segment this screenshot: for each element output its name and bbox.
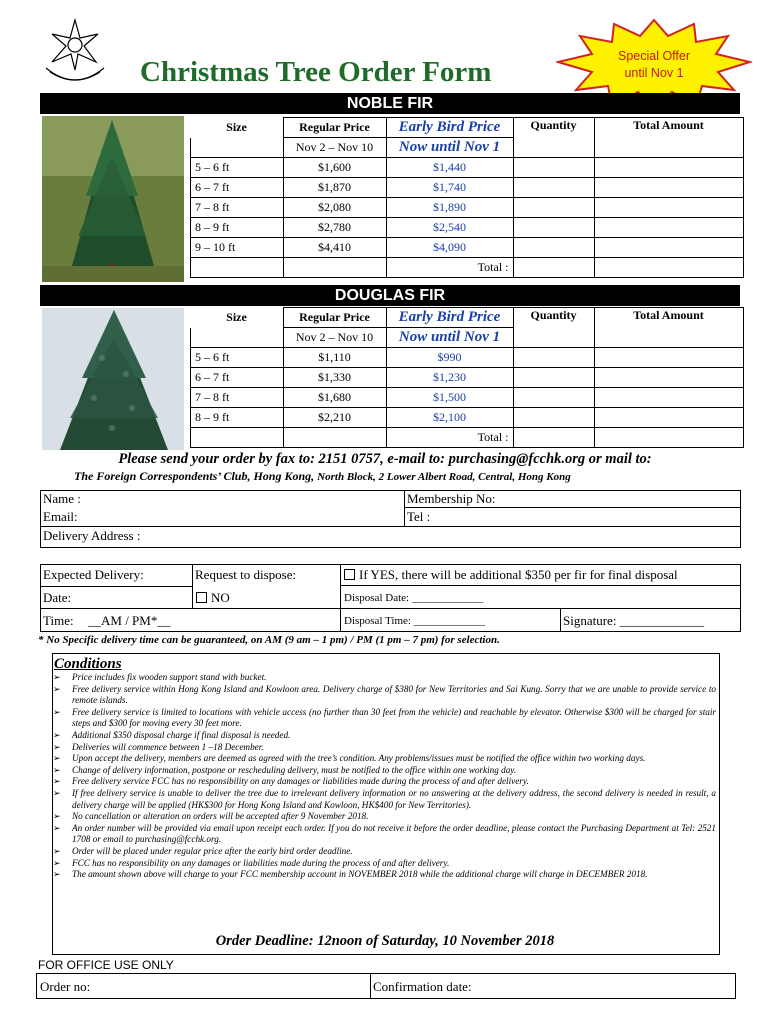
club-name: The Foreign Correspondents’ Club, Hong Kong, [74, 469, 315, 483]
total-amount-cell[interactable] [594, 158, 743, 178]
noble-regular-header: Regular Price [283, 118, 386, 138]
early-price-cell: $1,740 [386, 178, 513, 198]
list-item: ➢ No cancellation or alteration on orders will be accepted after 9 November 2018. [52, 811, 716, 823]
list-item: ➢ FCC has no responsibility on any damages or liabilities made during the process of and after delivery. [52, 858, 716, 870]
table-row [191, 218, 744, 238]
size-cell: 6 – 7 ft [191, 368, 284, 388]
list-item: ➢ Deliveries will commence between 1 –18 December. [52, 742, 716, 754]
divider [192, 564, 193, 608]
divider [340, 564, 341, 632]
dispose-yes-option[interactable] [344, 567, 678, 583]
divider [560, 608, 561, 632]
noble-quantity-header: Quantity [513, 118, 594, 158]
disposal-time-field[interactable]: Disposal Time: _____________ [344, 615, 486, 627]
confirmation-date-field[interactable]: Confirmation date: [373, 979, 472, 994]
early-price-cell: $1,500 [386, 388, 513, 408]
list-item: ➢ An order number will be provided via email upon receipt each order. If you do not receive it before the order deadline, please contact the Purchasing Department at Tel: 2521 1708 or email to purchasing@fcchk.org. [52, 823, 716, 846]
offer-line-2: until Nov 1 [624, 66, 684, 80]
delivery-time-note: * No Specific delivery time can be guaranteed, on AM (9 am – 1 pm) / PM (1 pm – 7 pm) for selection. [38, 634, 500, 646]
name-field[interactable]: Name : [43, 491, 81, 506]
total-amount-cell[interactable] [594, 368, 743, 388]
douglas-total-amount-cell[interactable] [594, 428, 743, 448]
divider [40, 608, 741, 609]
conditions-title: Conditions [54, 656, 122, 672]
noble-regular-dates: Nov 2 – Nov 10 [283, 138, 386, 158]
size-cell: 5 – 6 ft [191, 348, 284, 368]
conditions-list [52, 672, 716, 881]
douglas-early-header: Early Bird Price [386, 308, 513, 328]
total-amount-cell[interactable] [594, 388, 743, 408]
tel-field[interactable]: Tel : [407, 509, 431, 524]
total-amount-cell[interactable] [594, 348, 743, 368]
offer-line-1: Special Offer [617, 49, 691, 63]
club-address: North Block, 2 Lower Albert Road, Central, Hong Kong [317, 471, 571, 483]
list-item: ➢ Order will be placed under regular price after the early bird order deadline. [52, 846, 716, 858]
douglas-regular-header: Regular Price [283, 308, 386, 328]
table-row [191, 368, 744, 388]
quantity-input-cell[interactable] [513, 348, 594, 368]
early-price-cell: $1,440 [386, 158, 513, 178]
douglas-total-header: Total Amount [594, 308, 743, 348]
quantity-input-cell[interactable] [513, 388, 594, 408]
douglas-total-label: Total : [386, 428, 513, 448]
club-address-line [74, 469, 571, 484]
quantity-input-cell[interactable] [513, 408, 594, 428]
noble-total-header: Total Amount [594, 118, 743, 158]
email-field[interactable]: Email: [43, 509, 78, 524]
list-item: ➢ Free delivery service FCC has no responsibility on any damages or liabilities made during the process of and after delivery. [52, 776, 716, 788]
size-cell: 5 – 6 ft [191, 158, 284, 178]
douglas-size-header-blank [191, 328, 284, 348]
douglas-fir-price-table [190, 307, 744, 448]
list-item: ➢ Free delivery service is limited to locations with vehicle access (no further than 30 feet from the vehicle) and reachable by elevator. Otherwise $300 will be charged for stair steps and $300 for moving every 30 feet more. [52, 707, 716, 730]
regular-price-cell: $1,870 [283, 178, 386, 198]
total-row [191, 258, 744, 278]
douglas-quantity-header: Quantity [513, 308, 594, 348]
table-row [191, 388, 744, 408]
regular-price-cell: $1,110 [283, 348, 386, 368]
regular-price-cell: $1,330 [283, 368, 386, 388]
early-price-cell: $2,100 [386, 408, 513, 428]
dispose-no-checkbox[interactable] [196, 592, 207, 603]
size-cell: 8 – 9 ft [191, 408, 284, 428]
total-amount-cell[interactable] [594, 408, 743, 428]
divider [370, 973, 371, 999]
total-row [191, 428, 744, 448]
douglas-regular-dates: Nov 2 – Nov 10 [283, 328, 386, 348]
regular-price-cell: $2,080 [283, 198, 386, 218]
quantity-input-cell[interactable] [513, 178, 594, 198]
noble-total-label: Total : [386, 258, 513, 278]
total-amount-cell[interactable] [594, 218, 743, 238]
total-amount-cell[interactable] [594, 198, 743, 218]
dispose-no-option[interactable] [196, 590, 230, 606]
divider [40, 526, 741, 527]
douglas-early-sub: Now until Nov 1 [386, 328, 513, 348]
time-am-pm-field[interactable]: __AM / PM*__ [88, 613, 171, 628]
regular-price-cell: $2,780 [283, 218, 386, 238]
quantity-input-cell[interactable] [513, 198, 594, 218]
early-price-cell: $4,090 [386, 238, 513, 258]
douglas-total-quantity-cell[interactable] [513, 428, 594, 448]
douglas-size-header: Size [226, 310, 247, 324]
size-cell: 8 – 9 ft [191, 218, 284, 238]
disposal-date-field[interactable]: Disposal Date: _____________ [344, 592, 484, 604]
noble-total-quantity-cell[interactable] [513, 258, 594, 278]
size-cell: 9 – 10 ft [191, 238, 284, 258]
noble-fir-price-table [190, 117, 744, 278]
divider [404, 490, 405, 526]
list-item: ➢ Change of delivery information, postpone or rescheduling delivery, must be notified to the office within one working day. [52, 765, 716, 777]
table-row [191, 408, 744, 428]
regular-price-cell: $1,680 [283, 388, 386, 408]
noble-early-header: Early Bird Price [386, 118, 513, 138]
noble-fir-bar: NOBLE FIR [40, 93, 740, 114]
size-cell: 7 – 8 ft [191, 198, 284, 218]
noble-size-header-blank [191, 138, 284, 158]
send-order-instructions: Please send your order by fax to: 2151 0757, e-mail to: purchasing@fcchk.org or mail to: [118, 451, 652, 467]
club-emblem-logo [36, 12, 114, 90]
douglas-fir-photo [42, 308, 184, 450]
divider [404, 507, 741, 508]
expected-delivery-label: Expected Delivery: [43, 567, 144, 582]
table-row [191, 158, 744, 178]
regular-price-cell: $1,600 [283, 158, 386, 178]
size-cell: 7 – 8 ft [191, 388, 284, 408]
member-info-box [40, 490, 741, 548]
list-item: ➢ Free delivery service within Hong Kong Island and Kowloon area. Delivery charge of $380 for New Territories and Sai Kung. Sorry that we are unable to provide service to remote islands. [52, 684, 716, 707]
order-deadline: Order Deadline: 12noon of Saturday, 10 November 2018 [215, 933, 555, 949]
signature-field[interactable]: Signature: _____________ [563, 613, 705, 628]
divider [340, 585, 741, 586]
noble-size-header: Size [226, 120, 247, 134]
request-dispose-label: Request to dispose: [195, 567, 297, 582]
quantity-input-cell[interactable] [513, 158, 594, 178]
table-row [191, 348, 744, 368]
douglas-fir-bar: DOUGLAS FIR [40, 285, 740, 306]
dispose-yes-checkbox[interactable] [344, 569, 355, 580]
order-no-field[interactable]: Order no: [40, 979, 91, 994]
quantity-input-cell[interactable] [513, 368, 594, 388]
noble-fir-photo [42, 116, 184, 282]
time-label: Time: [43, 613, 74, 628]
regular-price-cell: $4,410 [283, 238, 386, 258]
list-item: ➢ Upon accept the delivery, members are deemed as agreed with the tree’s condition. Any problems/issues must be notified the office within two working days. [52, 753, 716, 765]
size-cell: 6 – 7 ft [191, 178, 284, 198]
early-price-cell: $1,230 [386, 368, 513, 388]
table-row [191, 238, 744, 258]
membership-field[interactable]: Membership No: [407, 491, 496, 506]
form-title: Christmas Tree Order Form [140, 56, 492, 88]
total-amount-cell[interactable] [594, 238, 743, 258]
noble-early-sub: Now until Nov 1 [386, 138, 513, 158]
list-item: ➢ If free delivery service is unable to deliver the tree due to irrelevant delivery information or no answering at the delivery address, the second delivery is needed in result, a delivery charge will be applied (HK$300 for Hong Kong Island and Kowloon, HK$400 for New Territories). [52, 788, 716, 811]
early-price-cell: $2,540 [386, 218, 513, 238]
table-row [191, 178, 744, 198]
quantity-input-cell[interactable] [513, 218, 594, 238]
noble-total-amount-cell[interactable] [594, 258, 743, 278]
quantity-input-cell[interactable] [513, 238, 594, 258]
list-item: ➢ Additional $350 disposal charge if final disposal is needed. [52, 730, 716, 742]
regular-price-cell: $2,210 [283, 408, 386, 428]
total-amount-cell[interactable] [594, 178, 743, 198]
early-price-cell: $1,890 [386, 198, 513, 218]
if-yes-text: If YES, there will be additional $350 per fir for final disposal [359, 567, 678, 582]
date-field[interactable]: Date: [43, 590, 72, 605]
list-item: ➢ The amount shown above will charge to your FCC membership account in NOVEMBER 2018 while the additional charge will charge in DECEMBER 2018. [52, 869, 716, 881]
office-use-label: FOR OFFICE USE ONLY [38, 958, 174, 972]
no-label: NO [211, 590, 230, 605]
early-price-cell: $990 [386, 348, 513, 368]
divider [40, 586, 192, 587]
table-row [191, 198, 744, 218]
list-item: ➢ Price includes fix wooden support stand with bucket. [52, 672, 716, 684]
delivery-address-field[interactable]: Delivery Address : [43, 528, 141, 543]
